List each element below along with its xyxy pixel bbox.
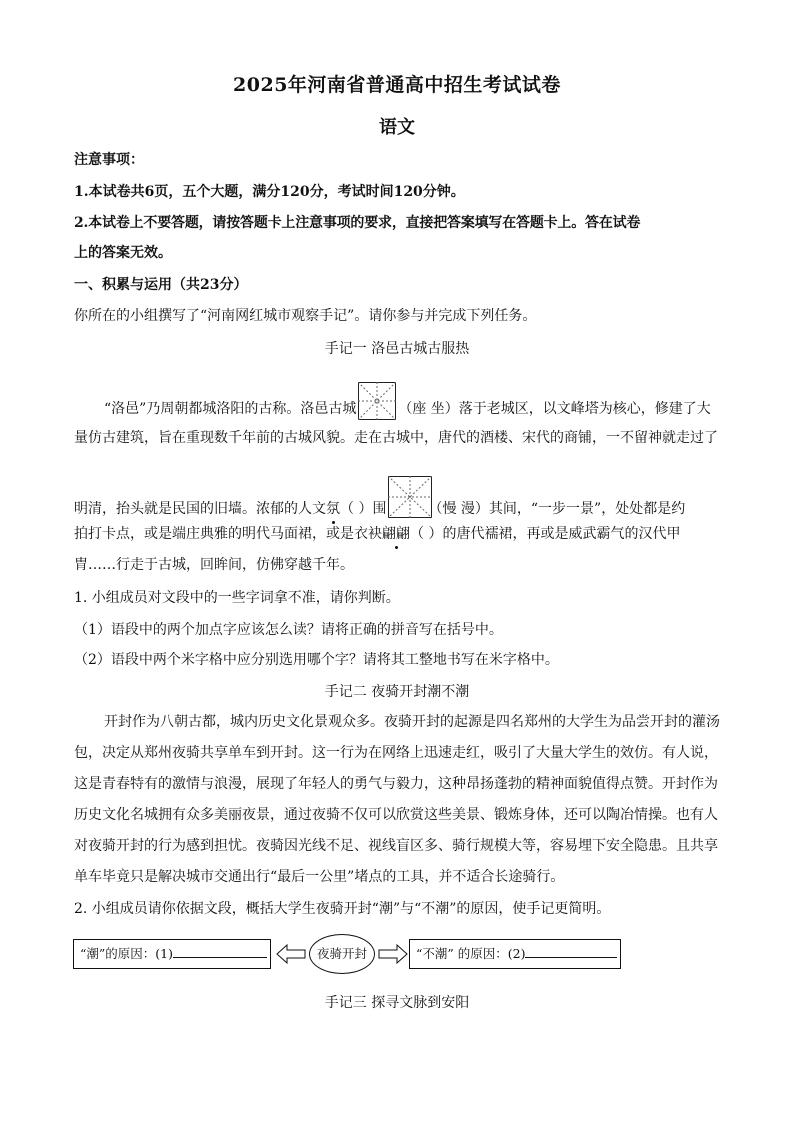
note-3-title: 手记三 探寻文脉到安阳 xyxy=(324,995,470,1011)
dotted-char: 翩翩 xyxy=(382,526,410,542)
mi-grid-box-2 xyxy=(388,476,426,514)
note-1-text: 明清，抬头就是民国的旧墙。浓郁的人文 xyxy=(74,501,326,517)
bu-chao-reason-label: “不潮” 的原因：(2) xyxy=(416,946,526,961)
note-1-text: （慢 漫）其间，“一步一景”，处处都是约 xyxy=(428,501,686,517)
mi-grid-icon xyxy=(388,476,432,518)
note-2-line-4: 历史文化名城拥有众多美丽夜景，通过夜骑不仅可以欣赏这些美景、锻炼身体，还可以陶冶情操。也有人 xyxy=(74,807,718,823)
bu-chao-reason-box[interactable] xyxy=(409,939,621,969)
note-2-line-3: 这是青春特有的激情与浪漫，展现了年轻人的勇气与毅力，这种昂扬蓬勃的精神面貌值得点赞。开封作为 xyxy=(74,776,718,792)
question-1-sub-1: （1）语段中的两个加点字应该怎么读？请将正确的拼音写在括号中。 xyxy=(74,622,503,638)
note-1-text: （ ）围 xyxy=(340,501,387,517)
note-1-title: 手记一 洛邑古城古服热 xyxy=(324,341,470,357)
right-arrow-icon xyxy=(378,944,408,964)
note-1-line-4 xyxy=(74,524,724,544)
note-2-line-6: 单车毕竟只是解决城市交通出行“最后一公里”堵点的工具，并不适合长途骑行。 xyxy=(74,869,565,885)
question-1-stem: 1. 小组成员对文段中的一些字词拿不准，请你判断。 xyxy=(74,590,400,606)
note-1-text: “洛邑”乃周朝都城洛阳的古称。洛邑古城 xyxy=(104,401,357,417)
center-topic-ellipse: 夜骑开封 xyxy=(309,934,375,974)
notes-item-1: 1.本试卷共6页，五个大题，满分120分，考试时间120分钟。 xyxy=(74,184,465,200)
note-1-line-2: 量仿古建筑，旨在重现数千年前的古城风貌。走在古城中，唐代的酒楼、宋代的商铺，一不留神就走过了 xyxy=(74,430,718,446)
chao-reason-label: “潮”的原因：(1) xyxy=(80,946,173,961)
subject-title: 语文 xyxy=(379,117,415,138)
note-2-line-2: 包，决定从郑州夜骑共享单车到开封。这一行为在网络上迅速走红，吸引了大量大学生的效仿。有人说， xyxy=(74,745,718,761)
note-1-text: 拍打卡点，或是端庄典雅的明代马面裙，或是衣袂 xyxy=(74,526,382,542)
notes-item-2-line-1: 2.本试卷上不要答题，请按答题卡上注意事项的要求，直接把答案填写在答题卡上。答在试卷 xyxy=(74,215,641,231)
left-arrow-icon xyxy=(276,944,306,964)
section-1-heading: 一、积累与运用（共23分） xyxy=(74,277,248,293)
notes-heading: 注意事项： xyxy=(74,152,144,168)
answer-blank-2[interactable] xyxy=(525,941,617,958)
dotted-char: 氛 xyxy=(326,501,340,517)
chao-reason-box[interactable] xyxy=(73,939,271,969)
section-1-intro: 你所在的小组撰写了“河南网红城市观察手记”。请你参与并完成下列任务。 xyxy=(74,308,537,324)
note-1-text: （ ）的唐代襦裙，再或是威武霸气的汉代甲 xyxy=(410,526,681,542)
note-1-line-3 xyxy=(74,490,724,528)
answer-blank-1[interactable] xyxy=(173,941,267,958)
exam-title: 2025年河南省普通高中招生考试试卷 xyxy=(233,74,561,96)
note-2-title: 手记二 夜骑开封潮不潮 xyxy=(324,684,470,700)
note-1-line-5: 胄……行走于古城，回眸间，仿佛穿越千年。 xyxy=(74,557,354,573)
mi-grid-icon xyxy=(358,382,396,420)
note-1-text: （座 坐）落于老城区，以文峰塔为核心，修建了大 xyxy=(398,401,711,417)
notes-item-2-line-2: 上的答案无效。 xyxy=(74,245,172,261)
note-2-line-5: 对夜骑开封的行为感到担忧。夜骑因光线不足、视线盲区多、骑行规模大等，容易埋下安全隐患。且共享 xyxy=(74,838,718,854)
question-1-sub-2: （2）语段中两个米字格中应分别选用哪个字？请将其工整地书写在米字格中。 xyxy=(74,652,559,668)
answer-diagram xyxy=(73,932,621,976)
mi-grid-box-1 xyxy=(358,382,396,420)
note-1-line-1 xyxy=(104,390,724,428)
note-2-line-1: 开封作为八朝古都，城内历史文化景观众多。夜骑开封的起源是四名郑州的大学生为品尝开封的灌汤 xyxy=(104,714,720,730)
question-2-stem: 2. 小组成员请你依据文段，概括大学生夜骑开封“潮”与“不潮”的原因，使手记更简明。 xyxy=(74,901,611,917)
